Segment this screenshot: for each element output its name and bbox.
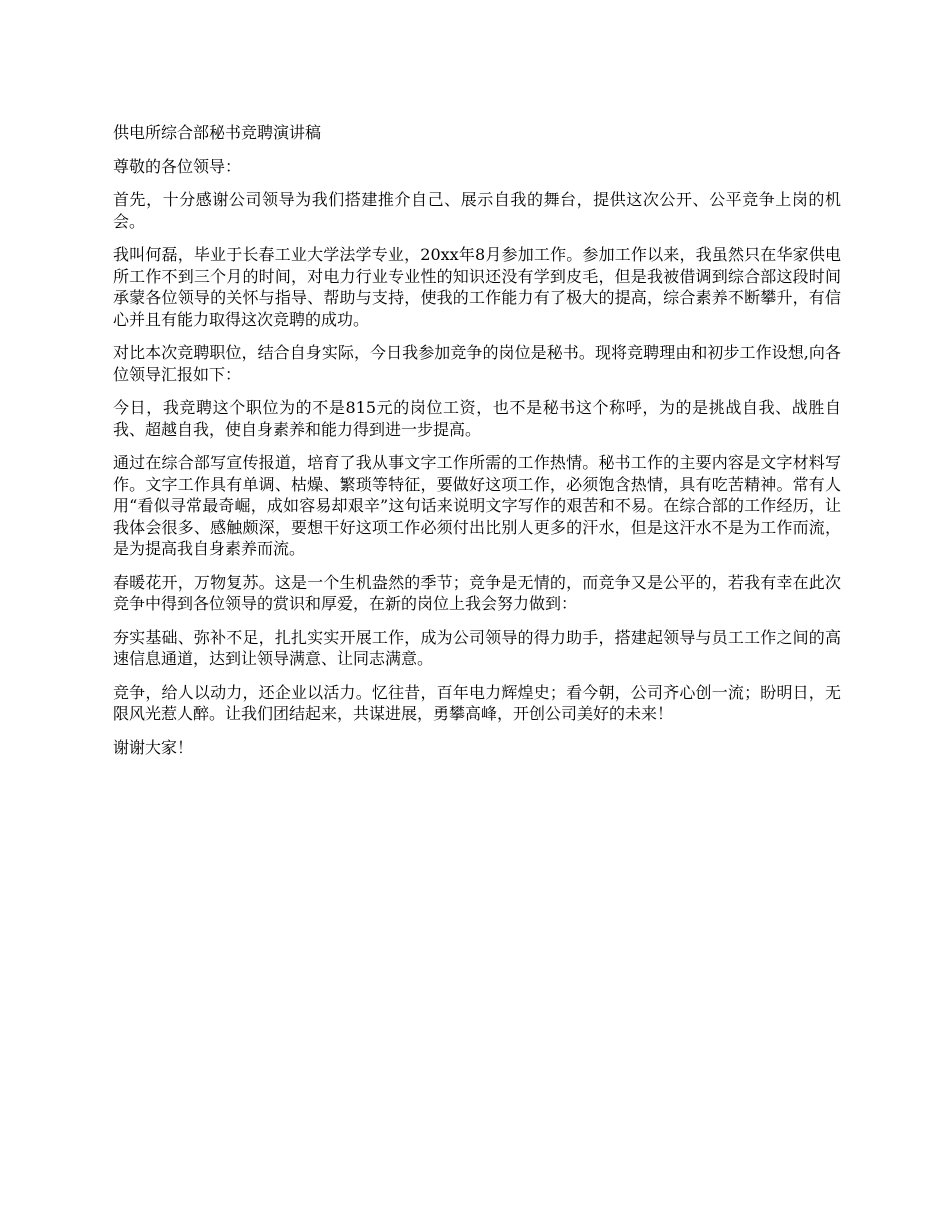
document-page [113,122,841,770]
paragraph-experience: 通过在综合部写宣传报道，培育了我从事文字工作所需的工作热情。秘书工作的主要内容是文字材料写作。文字工作具有单调、枯燥、繁琐等特征，要做好这项工作，必须饱含热情，具有吃苦精神。常有人用“看似寻常最奇崛，成如容易却艰辛”这句话来说明文字写作的艰苦和不易。在综合部的工作经历，让我体会很多、感触颇深，要想干好这项工作必须付出比别人更多的汗水，但是这汗水不是为工作而流，是为提高我自身素养而流。 [113,453,841,558]
closing-thanks: 谢谢大家！ [113,737,194,757]
salutation: 尊敬的各位领导： [113,156,242,176]
paragraph-self-introduction: 我叫何磊，毕业于长春工业大学法学专业，20xx年8月参加工作。参加工作以来，我虽然只在华家供电所工作不到三个月的时间，对电力行业专业性的知识还没有学到皮毛，但是我被借调到综合部这段时间承蒙各位领导的关怀与指导、帮助与支持，使我的工作能力有了极大的提高，综合素养不断攀升，有信心并且有能力取得这次竞聘的成功。 [113,245,841,329]
paragraph-goals: 夯实基础、弥补不足，扎扎实实开展工作，成为公司领导的得力助手，搭建起领导与员工工作之间的高速信息通道，达到让领导满意、让同志满意。 [113,627,841,668]
paragraph-position: 对比本次竞聘职位，结合自身实际，今日我参加竞争的岗位是秘书。现将竞聘理由和初步工作设想,向各位领导汇报如下： [113,343,841,384]
paragraph-motivation: 今日，我竞聘这个职位为的不是815元的岗位工资，也不是秘书这个称呼，为的是挑战自我、战胜自我、超越自我，使自身素养和能力得到进一步提高。 [113,398,841,439]
document-title: 供电所综合部秘书竞聘演讲稿 [113,123,322,142]
paragraph-commitment: 春暖花开，万物复苏。这是一个生机盎然的季节；竞争是无情的，而竞争又是公平的，若我有幸在此次竞争中得到各位领导的赏识和厚爱，在新的岗位上我会努力做到： [113,572,841,613]
paragraph-opening: 首先，十分感谢公司领导为我们搭建推介自己、展示自我的舞台，提供这次公开、公平竞争上岗的机会。 [113,190,841,231]
paragraph-conclusion: 竞争，给人以动力，还企业以活力。忆往昔，百年电力辉煌史；看今朝，公司齐心创一流；盼明日，无限风光惹人醉。让我们团结起来，共谋进展，勇攀高峰，开创公司美好的未来！ [113,682,841,723]
